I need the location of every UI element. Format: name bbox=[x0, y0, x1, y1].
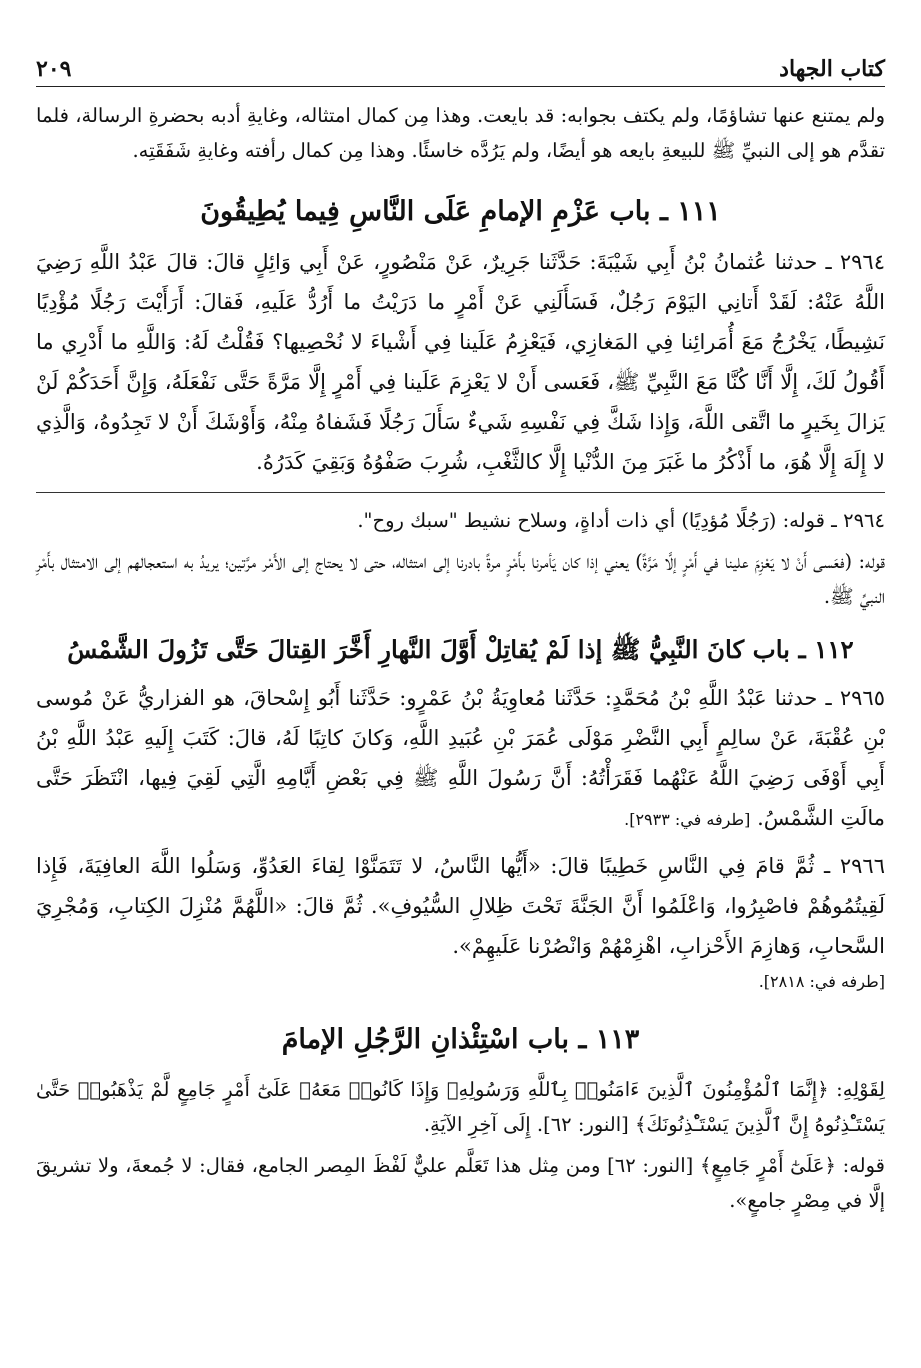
page-content bbox=[36, 98, 885, 1218]
book-title: كتاب الجهاد bbox=[779, 56, 885, 82]
hadith-2964: ٢٩٦٤ ـ حدثنا عُثمانُ بْنُ أَبِي شَيْبَةَ: حَدَّثَنا جَرِيرٌ، عَنْ مَنْصُورٍ، عَنْ أَبِي وَائِلٍ قالَ: قالَ عَبْدُ اللَّهِ رَضِيَ اللَّهُ عَنْهُ: لَقَدْ أَتانِي اليَوْمَ رَجُلٌ، فَسَأَلَنِي عَنْ أَمْرٍ ما دَرَيْتُ ما أَرُدُّ عَلَيهِ، فَقالَ: أَرَأَيْتَ رَجُلًا مُؤْدِيًا نَشِيطًا، يَخْرُجُ مَعَ أُمَرائِنا فِي المَغازِي، فَيَعْزِمُ عَلَينا فِي أَشْياءَ لا نُحْصِيها؟ فَقُلْتُ لَهُ: وَاللَّهِ ما أَدْرِي ما أَقُولُ لَكَ، إِلَّا أَنَّا كُنَّا مَعَ النَّبِيِّ ﷺ، فَعَسى أَنْ لا يَعْزِمَ عَلَينا فِي أَمْرٍ إِلَّا مَرَّةً حَتَّى نَفْعَلَهُ، وَإِنَّ أَحَدَكُمْ لَنْ يَزالَ بِخَيرٍ ما اتَّقى اللَّهَ، وَإِذا شَكَّ فِي نَفْسِهِ شَيءٌ سَأَلَ رَجُلًا فَشَفاهُ مِنْهُ، وَأَوْشَكَ أَنْ لا تَجِدُوهُ، وَالَّذِي لا إِلَهَ إِلَّا هُوَ، ما أَذْكُرُ ما غَبَرَ مِنَ الدُّنْيا إِلَّا كالثَّغْبِ، شُرِبَ صَفْوُهُ وَبَقِيَ كَدَرُهُ. bbox=[36, 250, 885, 474]
hadith-2965-text: ٢٩٦٥ ـ حدثنا عَبْدُ اللَّهِ بْنُ مُحَمَّدٍ: حَدَّثَنا مُعاوِيَةُ بْنُ عَمْرٍو: حَدَّثَنا أَبُو إِسْحاقَ، هو الفزاريُّ عَنْ مُوسى بْنِ عُقْبَةَ، عَنْ سالِمٍ أَبِي النَّضْرِ مَوْلَى عُمَرَ بْنِ عُبَيدِ اللَّهِ، وَكانَ كاتِبًا لَهُ، قالَ: كَتَبَ إِلَيهِ عَبْدُ اللَّهِ بْنُ أَبِي أَوْفَى رَضِيَ اللَّهُ عَنْهُما فَقَرَأْتُهُ: أَنَّ رَسُولَ اللَّهِ ﷺ فِي بَعْضِ أَيَّامِهِ الَّتِي لَقِيَ فِيها، انْتَظَرَ حَتَّى مالَتِ الشَّمْسُ. bbox=[36, 686, 885, 830]
note-2964-a: ٢٩٦٤ ـ قوله: (رَجُلًا مُؤدِيًا) أي ذات أداةٍ، وسلاح نشيط "سبك روح". bbox=[357, 509, 885, 532]
bab-111-title: ١١١ ـ باب عَزْمِ الإمامِ عَلَى النَّاسِ فِيما يُطِيقُونَ bbox=[200, 196, 721, 227]
opening-commentary: ولم يمتنع عنها تشاؤمًا، ولم يكتف بجوابه: قد بايعت. وهذا مِن كمال امتثاله، وغايةِ أدبه بحضرةِ الرسالة، فلما تقدَّم هو إلى النبيِّ ﷺ للبيعةِ بايعه هو أيضًا، ولم يَرُدَّه خاسئًا. وهذا مِن كمال رأفته وغايةِ شَفَقَتِه. bbox=[36, 104, 885, 162]
hadith-2966-cross-ref: [طرفه في: ٢٨١٨]. bbox=[758, 972, 885, 991]
page-number: ٢٠٩ bbox=[36, 56, 72, 82]
note-2964-b: قوله: (فعَسى أَنْ لا يَعْزِمَ علينا في أَمْرٍ إلَّا مَرَّةً) يعني إذا كان يَأمرنا بأَمْرٍ مرةً بادرنا إلى امتثاله، حتى لا يحتاج إلى الأَمْر مرَّتين؛ يريدُ به استعجالهم إلى الامتثال بأَمْرِ النبيِّ ﷺ. bbox=[36, 550, 885, 608]
bab-112-title: ١١٢ ـ باب كانَ النَّبِيُّ ﷺ إذا لَمْ يُقاتِلْ أَوَّلَ النَّهارِ أَخَّرَ القِتالَ حَتَّى تَزُولَ الشَّمْسُ bbox=[67, 635, 854, 664]
hadith-2965 bbox=[36, 678, 885, 840]
page bbox=[36, 0, 885, 1368]
section-divider bbox=[36, 492, 885, 493]
running-header bbox=[36, 40, 885, 87]
bab-113-title: ١١٣ ـ باب اسْتِئْذانِ الرَّجُلِ الإمامَ bbox=[281, 1024, 640, 1055]
hadith-2965-cross-ref: [طرفه في: ٢٩٣٣]. bbox=[624, 810, 751, 829]
note-bab-113: قوله: ﴿عَلَىٰٓ أَمْرٍ جَامِعٍ﴾ [النور: ٦٢] ومن مِثل هذا تَعَلَّم عليٌّ لَفْظَ المِصر الجامع، فقال: لا جُمعةَ، ولا تشريقَ إلَّا في مِصْرٍ جامعٍ». bbox=[36, 1154, 885, 1212]
hadith-2966: ٢٩٦٦ ـ ثُمَّ قامَ فِي النَّاسِ خَطِيبًا قالَ: «أَيُّها النَّاسُ، لا تَتَمَنَّوْا لِقاءَ العَدُوِّ، وَسَلُوا اللَّهَ العافِيَةَ، فَإِذا لَقِيتُمُوهُمْ فاصْبِرُوا، وَاعْلَمُوا أَنَّ الجَنَّةَ تَحْتَ ظِلالِ السُّيُوفِ». ثُمَّ قالَ: «اللَّهُمَّ مُنْزِلَ الكِتابِ، وَمُجْرِيَ السَّحابِ، وَهازِمَ الأَحْزابِ، اهْزِمْهُمْ وَانْصُرْنا عَلَيهِمْ». bbox=[36, 854, 885, 958]
quran-verse: لِقَوْلِهِ: ﴿إِنَّمَا ٱلْمُؤْمِنُونَ ٱلَّذِينَ ءَامَنُوا۟ بِٱللَّهِ وَرَسُولِهِۦ وَإِذَا كَانُوا۟ مَعَهُۥ عَلَىٰٓ أَمْرٍ جَامِعٍ لَّمْ يَذْهَبُوا۟ حَتَّىٰ يَسْتَـْٔذِنُوهُ إِنَّ ٱلَّذِينَ يَسْتَـْٔذِنُونَكَ﴾ [النور: ٦٢]. إِلَى آخِرِ الآيَةِ. bbox=[36, 1078, 885, 1136]
